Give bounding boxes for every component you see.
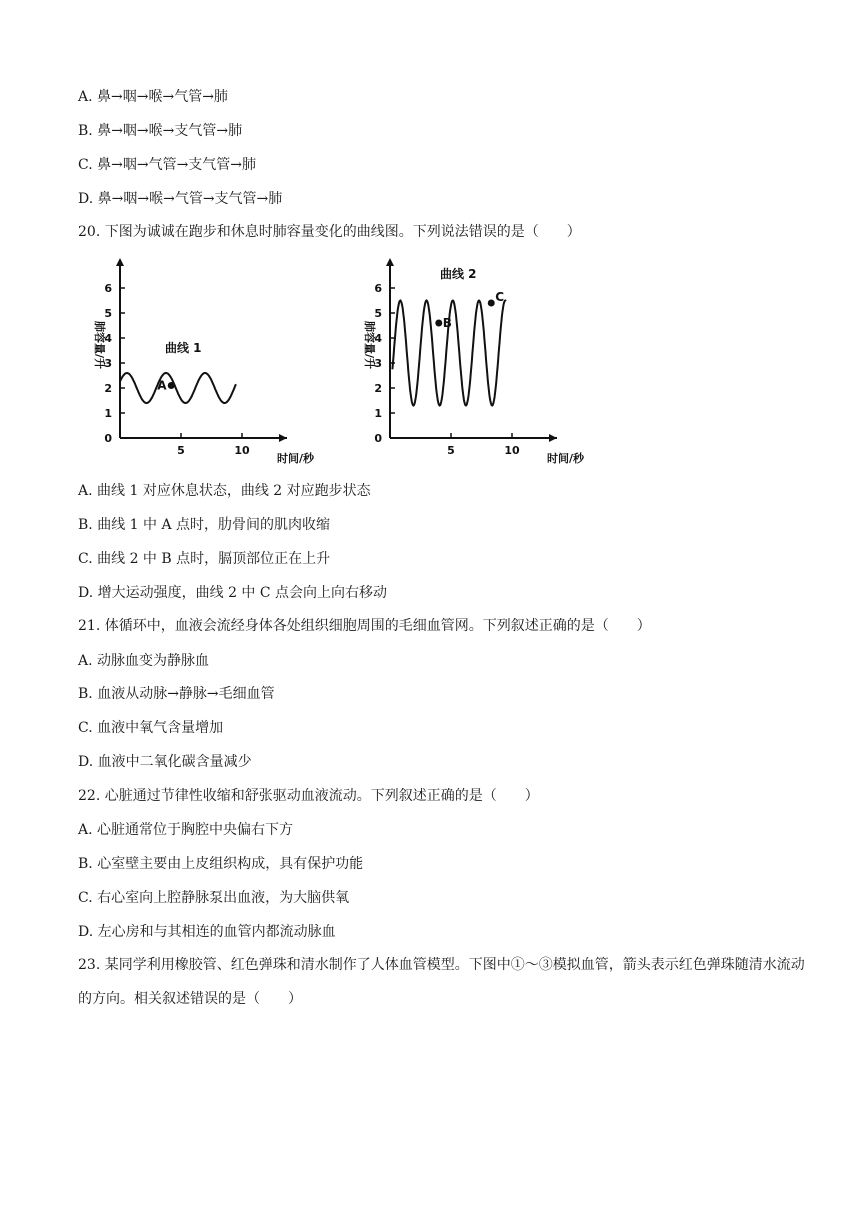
curve1-y-arrow (116, 258, 124, 266)
curve2-ytick-label-3: 3 (374, 357, 382, 370)
curve1-x-arrow (279, 434, 287, 442)
curve2-ylabel: 肺容量/升 (363, 320, 376, 370)
curve2-ytick-label-1: 1 (374, 407, 382, 420)
q19-option-a: A. 鼻→咽→喉→气管→肺 (78, 89, 228, 105)
q19-option-c: C. 鼻→咽→气管→支气管→肺 (78, 157, 257, 173)
curve2-ytick-label-4: 4 (374, 332, 382, 345)
q20-option-a: A. 曲线 1 对应休息状态，曲线 2 对应跑步状态 (78, 483, 371, 499)
q20-stem: 20. 下图为诚诚在跑步和休息时肺容量变化的曲线图。下列说法错误的是（ ） (78, 224, 581, 240)
chart-curve-1-svg (80, 255, 315, 470)
curve1-xtick-label-10: 10 (234, 444, 250, 457)
curve2-xlabel: 时间/秒 (547, 452, 585, 465)
q23-stem: 23. 某同学利用橡胶管、红色弹珠和清水制作了人体血管模型。下图中①～③模拟血管，箭头表示红色弹珠随清水流动的方向。相关叙述错误的是（ ） (78, 957, 805, 1007)
q20-option-d: D. 增大运动强度，曲线 2 中 C 点会向上向右移动 (78, 585, 388, 601)
curve1-point-a (168, 382, 175, 389)
q21-option-d: D. 血液中二氧化碳含量减少 (78, 754, 252, 770)
curve1-ytick-label-1: 1 (104, 407, 112, 420)
q20-option-c: C. 曲线 2 中 B 点时，膈顶部位正在上升 (78, 551, 331, 567)
curve2-xtick-label-10: 10 (504, 444, 520, 457)
curve1-ytick-label-6: 6 (104, 282, 112, 295)
q19-option-d: D. 鼻→咽→喉→气管→支气管→肺 (78, 191, 283, 207)
curve1-xlabel: 时间/秒 (277, 452, 315, 465)
curve1-ytick-label-3: 3 (104, 357, 112, 370)
q22-option-b: B. 心室壁主要由上皮组织构成，具有保护功能 (78, 856, 364, 872)
curve1-ytick-label-5: 5 (104, 307, 112, 320)
curve2-point-label-c: C (495, 290, 505, 304)
curve2-y-arrow (386, 258, 394, 266)
q22-option-d: D. 左心房和与其相连的血管内都流动脉血 (78, 924, 336, 940)
curve1-title: 曲线 1 (165, 341, 202, 355)
chart-curve-2 (350, 255, 590, 470)
curve1-ytick-label-2: 2 (104, 382, 112, 395)
q20-option-b: B. 曲线 1 中 A 点时，肋骨间的肌肉收缩 (78, 517, 331, 533)
curve2-point-b (435, 320, 442, 327)
q22-option-c: C. 右心室向上腔静脉泵出血液，为大脑供氧 (78, 890, 350, 906)
chart-curve-2-svg (350, 255, 590, 470)
q22-stem: 22. 心脏通过节律性收缩和舒张驱动血液流动。下列叙述正确的是（ ） (78, 788, 539, 804)
q21-option-a: A. 动脉血变为静脉血 (78, 653, 210, 669)
curve1-ytick-label-4: 4 (104, 332, 112, 345)
curve2-title: 曲线 2 (440, 267, 477, 281)
curve2-ytick-label-5: 5 (374, 307, 382, 320)
curve1-point-label-a: A (157, 378, 167, 393)
curve2-xtick-label-5: 5 (447, 444, 455, 457)
curve1-series-line (120, 373, 236, 403)
curve2-ytick-label-0: 0 (374, 432, 382, 445)
curve2-ytick-label-6: 6 (374, 282, 382, 295)
curve2-point-label-b: B (442, 316, 452, 330)
q21-stem: 21. 体循环中，血液会流经身体各处组织细胞周围的毛细血管网。下列叙述正确的是（ ） (78, 618, 651, 634)
curve1-xtick-label-5: 5 (177, 444, 185, 457)
curve1-ylabel: 肺容量/升 (93, 320, 106, 370)
curve2-ytick-label-2: 2 (374, 382, 382, 395)
curve2-point-c (488, 300, 495, 307)
q22-option-a: A. 心脏通常位于胸腔中央偏右下方 (78, 822, 294, 838)
chart-curve-1 (80, 255, 315, 470)
curve1-ytick-label-0: 0 (104, 432, 112, 445)
q21-option-c: C. 血液中氧气含量增加 (78, 720, 224, 736)
q19-option-b: B. 鼻→咽→喉→支气管→肺 (78, 123, 243, 139)
q21-option-b: B. 血液从动脉→静脉→毛细血管 (78, 686, 275, 702)
curve2-x-arrow (549, 434, 557, 442)
